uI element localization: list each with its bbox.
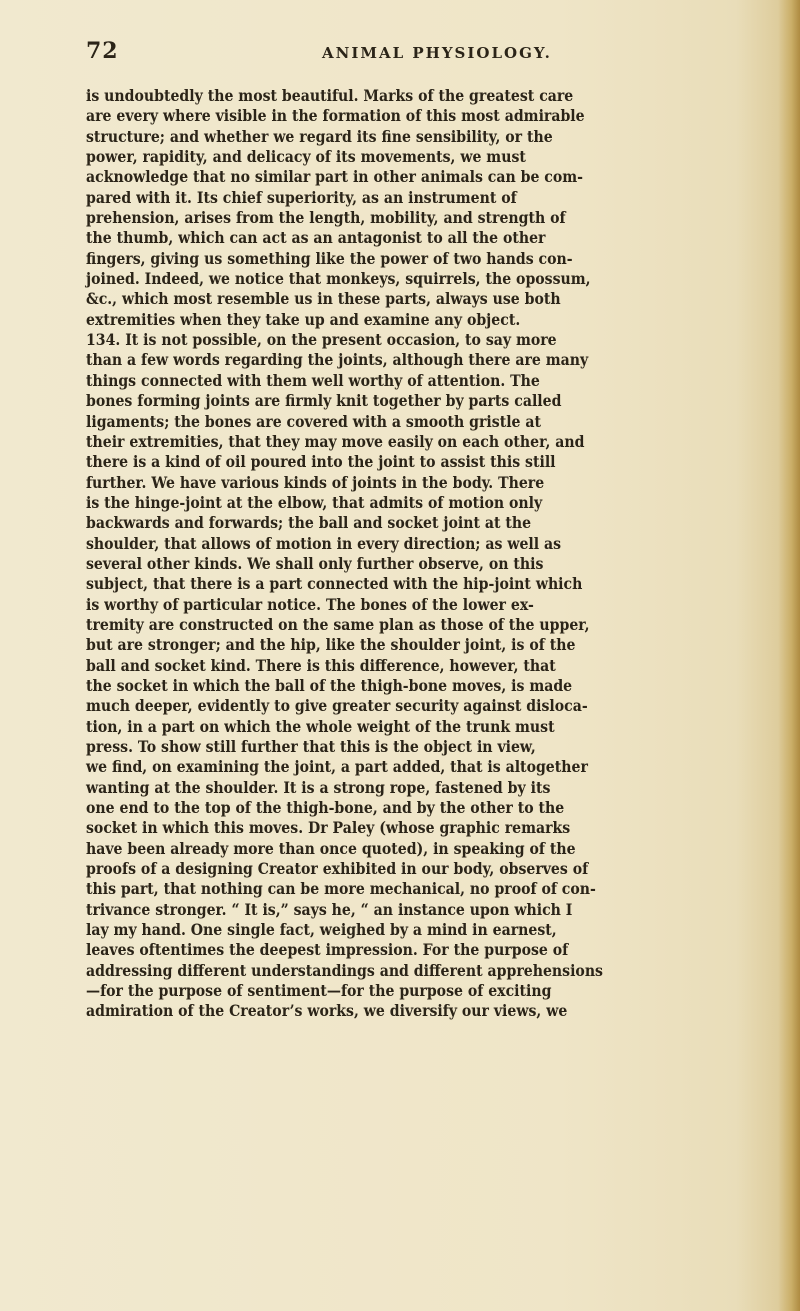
text-line: power, rapidity, and delicacy of its movements, we must bbox=[86, 147, 526, 167]
text-line: there is a kind of oil poured into the joint to assist this still bbox=[86, 452, 556, 472]
text-line: have been already more than once quoted), in speaking of the bbox=[86, 838, 576, 858]
text-line: lay my hand. One single fact, weighed by a mind in earnest, bbox=[86, 920, 557, 940]
text-line: things connected with them well worthy of attention. The bbox=[86, 370, 540, 390]
text-line: is undoubtedly the most beautiful. Marks of the greatest care bbox=[86, 86, 574, 105]
text-line: proofs of a designing Creator exhibited in our body, observes of bbox=[86, 859, 589, 879]
text-line: joined. Indeed, we notice that monkeys, squirrels, the opossum, bbox=[86, 269, 591, 289]
text-line: trivance stronger. “ It is,” says he, “ an instance upon which I bbox=[86, 899, 573, 919]
page-number: 72 bbox=[86, 38, 119, 64]
text-line: several other kinds. We shall only further observe, on this bbox=[86, 553, 544, 573]
text-line: structure; and whether we regard its fine sensibility, or the bbox=[86, 126, 553, 146]
text-line: &c., which most resemble us in these parts, always use both bbox=[86, 289, 561, 309]
text-line: much deeper, evidently to give greater security against disloca- bbox=[86, 696, 588, 716]
text-line: one end to the top of the thigh-bone, and by the other to the bbox=[86, 798, 565, 818]
text-line: subject, that there is a part connected with the hip-joint which bbox=[86, 574, 583, 594]
text-line: ball and socket kind. There is this difference, however, that bbox=[86, 655, 556, 675]
text-line: wanting at the shoulder. It is a strong rope, fastened by its bbox=[86, 777, 551, 797]
text-line: shoulder, that allows of motion in every direction; as well as bbox=[86, 533, 562, 553]
text-line: we find, on examining the joint, a part added, that is altogether bbox=[86, 757, 588, 777]
text-line: tion, in a part on which the whole weight of the trunk must bbox=[86, 716, 555, 736]
text-line: tremity are constructed on the same plan as those of the upper, bbox=[86, 614, 590, 634]
text-line: admiration of the Creator’s works, we diversify our views, we bbox=[86, 1001, 568, 1021]
text-line: than a few words regarding the joints, although there are many bbox=[86, 350, 589, 370]
text-line: are every where visible in the formation of this most admirable bbox=[86, 106, 585, 126]
text-line: press. To show still further that this is the object in view, bbox=[86, 737, 536, 756]
page-header bbox=[86, 38, 736, 68]
text-line: leaves oftentimes the deepest impression. For the purpose of bbox=[86, 940, 569, 960]
text-line: fingers, giving us something like the power of two hands con- bbox=[86, 248, 573, 268]
text-line: is the hinge-joint at the elbow, that admits of motion only bbox=[86, 492, 543, 512]
text-line: their extremities, that they may move easily on each other, and bbox=[86, 431, 585, 451]
text-line: bones forming joints are firmly knit together by parts called bbox=[86, 391, 562, 411]
text-line: acknowledge that no similar part in other animals can be com- bbox=[86, 167, 584, 187]
text-line: —for the purpose of sentiment—for the purpose of exciting bbox=[86, 981, 552, 1001]
text-line: is worthy of particular notice. The bones of the lower ex- bbox=[86, 594, 534, 614]
text-line: further. We have various kinds of joints in the body. There bbox=[86, 472, 545, 492]
body-text bbox=[86, 86, 786, 1022]
text-line: ligaments; the bones are covered with a smooth gristle at bbox=[86, 411, 542, 431]
text-line: 134. It is not possible, on the present occasion, to say more bbox=[86, 330, 557, 350]
text-line: this part, that nothing can be more mechanical, no proof of con- bbox=[86, 879, 596, 899]
text-line: the socket in which the ball of the thigh-bone moves, is made bbox=[86, 675, 573, 695]
text-line: pared with it. Its chief superiority, as an instrument of bbox=[86, 187, 517, 207]
text-line: the thumb, which can act as an antagonist to all the other bbox=[86, 228, 546, 248]
running-head: ANIMAL PHYSIOLOGY. bbox=[322, 44, 552, 62]
text-line: extremities when they take up and examine any object. bbox=[86, 309, 521, 329]
text-line: prehension, arises from the length, mobility, and strength of bbox=[86, 208, 566, 228]
text-line: addressing different understandings and different apprehensions bbox=[86, 960, 603, 980]
text-line: socket in which this moves. Dr Paley (whose graphic remarks bbox=[86, 818, 571, 838]
text-line: but are stronger; and the hip, like the shoulder joint, is of the bbox=[86, 635, 576, 655]
text-line: backwards and forwards; the ball and socket joint at the bbox=[86, 513, 532, 533]
